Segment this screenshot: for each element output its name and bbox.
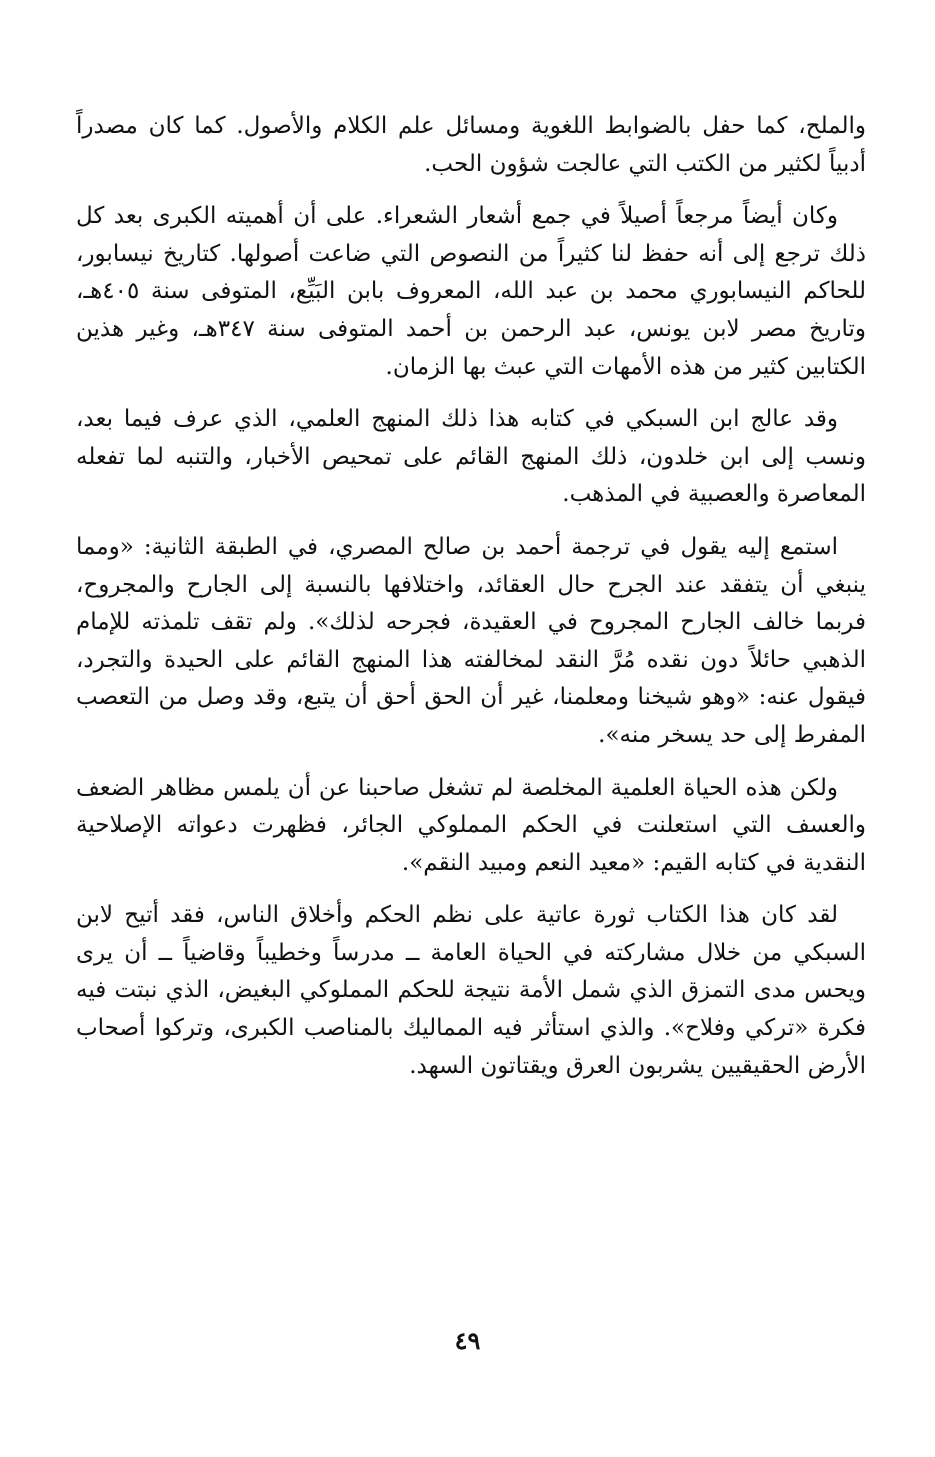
paragraph-6: لقد كان هذا الكتاب ثورة عاتية على نظم الحكم وأخلاق الناس، فقد أتيح لابن السبكي من خلال مشاركته في الحياة العامة ــ مدرساً وخطيباً وقاضياً ــ أن يرى ويحس مدى التمزق الذي شمل الأمة نتيجة للحكم المملوكي البغيض، الذي نبتت فيه فكرة «تركي وفلاح». والذي استأثر فيه المماليك بالمناصب الكبرى، وتركوا أصحاب الأرض الحقيقيين يشربون العرق ويقتاتون السهد. (76, 902, 866, 1079)
paragraph-4: استمع إليه يقول في ترجمة أحمد بن صالح المصري، في الطبقة الثانية: «ومما ينبغي أن يتفقد عند الجرح حال العقائد، واختلافها بالنسبة إلى الجارح والمجروح، فربما خالف الجارح المجروح في العقيدة، فجرحه لذلك». ولم تقف تلمذته للإمام الذهبي حائلاً دون نقده مُرَّ النقد لمخالفته هذا المنهج القائم على الحيدة والتجرد، فيقول عنه: «وهو شيخنا ومعلمنا، غير أن الحق أحق أن يتبع، وقد وصل من التعصب المفرط إلى حد يسخر منه». (76, 533, 866, 748)
body-text (76, 108, 866, 1100)
paragraph-1: والملح، كما حفل بالضوابط اللغوية ومسائل علم الكلام والأصول. كما كان مصدراً أدبياً لكثير من الكتب التي عالجت شؤون الحب. (76, 113, 866, 177)
paragraph-2: وكان أيضاً مرجعاً أصيلاً في جمع أشعار الشعراء. على أن أهميته الكبرى بعد كل ذلك ترجع إلى أنه حفظ لنا كثيراً من النصوص التي ضاعت أصولها. كتاريخ نيسابور، للحاكم النيسابوري محمد بن عبد الله، المعروف بابن البَيِّع، المتوفى سنة ٤٠٥هـ، وتاريخ مصر لابن يونس، عبد الرحمن بن أحمد المتوفى سنة ٣٤٧هـ، وغير هذين الكتابين كثير من هذه الأمهات التي عبث بها الزمان. (76, 203, 867, 380)
paragraph-5: ولكن هذه الحياة العلمية المخلصة لم تشغل صاحبنا عن أن يلمس مظاهر الضعف والعسف التي استعلنت في الحكم المملوكي الجائر، فظهرت دعواته الإصلاحية النقدية في كتابه القيم: «معيد النعم ومبيد النقم». (76, 774, 866, 876)
page-number: ٤٩ (454, 1326, 481, 1355)
paragraph-3: وقد عالج ابن السبكي في كتابه هذا ذلك المنهج العلمي، الذي عرف فيما بعد، ونسب إلى ابن خلدون، ذلك المنهج القائم على تمحيص الأخبار، والتنبه لما تفعله المعاصرة والعصبية في المذهب. (76, 406, 866, 508)
